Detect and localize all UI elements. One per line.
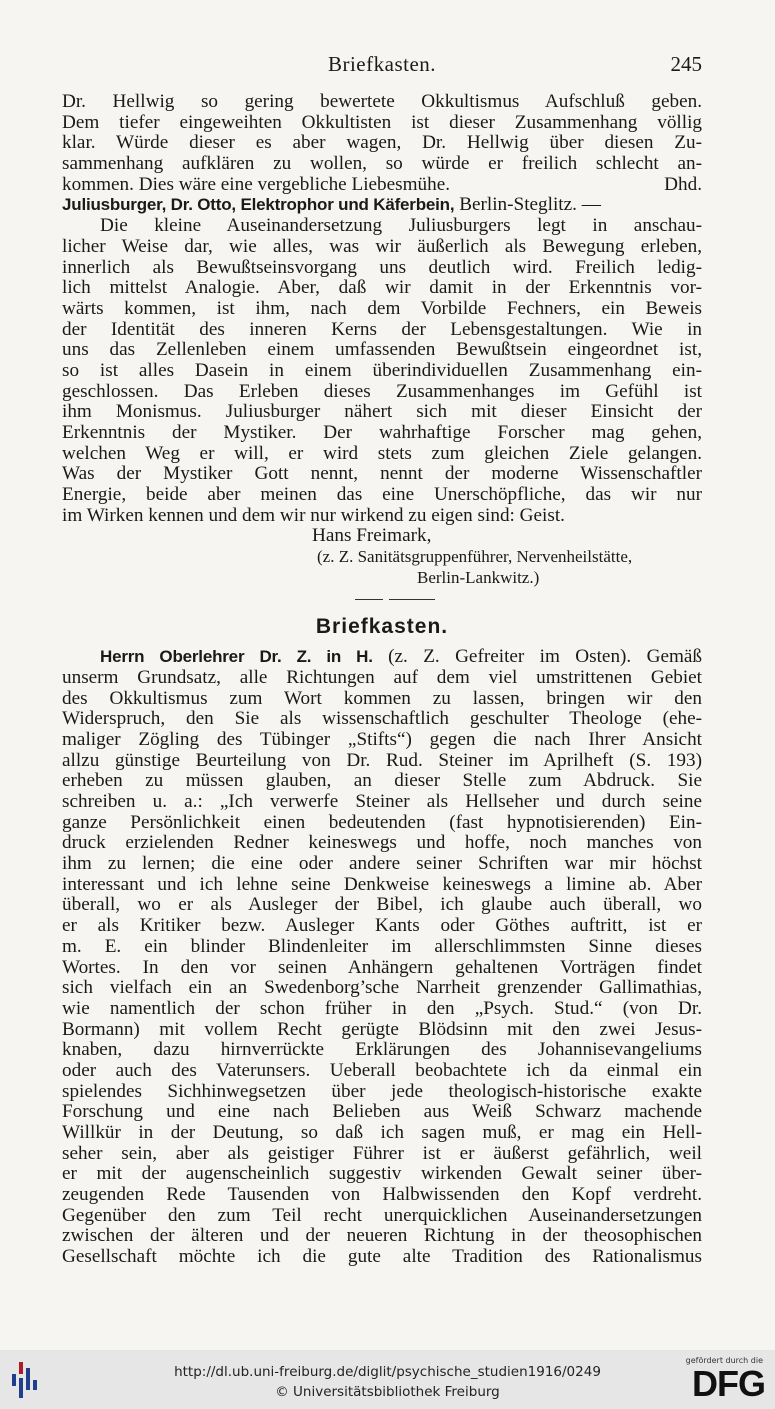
text-line: zwischen der älteren und der neueren Richtung in der theosophischen (62, 1226, 702, 1247)
review-heading-bold: Juliusburger, Dr. Otto, Elektrophor und Käferbein, (62, 195, 455, 215)
paragraph-continuation (62, 92, 702, 175)
text-line: interessant und ich lehne seine Denkweise keineswegs a limine ab. Aber (62, 874, 702, 895)
section-divider (62, 589, 702, 610)
text-line: Dr. Hellwig so gering bewertete Okkultismus Aufschluß geben. (62, 92, 702, 112)
text-line: klar. Würde dieser es aber wagen, Dr. Hellwig über diesen Zu- (62, 133, 702, 154)
text-line (62, 175, 702, 196)
text-line: Erkenntnis der Mystiker. Der wahrhaftige Forscher mag gehen, (62, 423, 702, 443)
text-line: Dem tiefer eingeweihten Okkultisten ist dieser Zusammenhang völlig (62, 112, 702, 133)
text-line: so ist alles Dasein in einem überindividuellen Zusammenhang ein- (62, 360, 702, 381)
text-line: überall, wo er als Ausleger der Bibel, ich glaube auch überall, wo (62, 895, 702, 916)
signature-note-2: Berlin-Lankwitz.) (417, 567, 540, 587)
signature-name: Hans Freimark, (312, 525, 432, 547)
text-line: ganze Persönlichkeit einen bedeutenden (fast hypnotisierenden) Ein- (62, 812, 702, 833)
text-line: wärts kommen, ist ihm, nach dem Vorbilde Fechners, ein Beweis (62, 298, 702, 319)
text-line: er mit der augenscheinlich suggestiv wirkenden Gewalt seiner über- (62, 1164, 702, 1185)
author-sign: Dhd. (664, 174, 702, 195)
text-line: des Okkultismus zum Wort kommen zu lassen, bringen wir den (62, 688, 702, 709)
line-text: kommen. Dies wäre eine vergebliche Liebesmühe. (62, 174, 451, 195)
text-line: m. E. ein blinder Blindenleiter im allerschlimmsten Sinne dieses (62, 936, 702, 957)
text-line: Gegenüber den zum Teil recht unerquicklichen Auseinandersetzungen (62, 1205, 702, 1226)
text-line: Gesellschaft möchte ich die gute alte Tradition des Rationalismus (62, 1247, 702, 1268)
text-line: oder auch des Vaterunsers. Ueberall beobachtete ich da einmal ein (62, 1060, 702, 1081)
footer-bar (0, 1350, 775, 1409)
text-line: innerlich als Bewußtseinsvorgang uns deutlich wird. Freilich ledig- (62, 257, 702, 278)
text-line: Was der Mystiker Gott nennt, nennt der moderne Wissenschaftler (62, 464, 702, 485)
funded-by-text: gefördert durch die (685, 1356, 763, 1365)
dfg-logo: DFG (692, 1363, 765, 1404)
text-line: der Identität des inneren Kerns der Lebensgestaltungen. Wie in (62, 319, 702, 340)
signature-note-1: (z. Z. Sanitätsgruppenführer, Nervenheilstätte, (317, 547, 633, 567)
text-line: Wortes. In den vor seinen Anhängern gehaltenen Vorträgen findet (62, 957, 702, 978)
text-line: ihm Monismus. Juliusburger nähert sich mit dieser Einsicht der (62, 402, 702, 423)
text-line: maliger Zögling des Tübinger „Stifts“) gegen die nach Ihrer Ansicht (62, 729, 702, 750)
text-line: erheben zu müssen glauben, an dieser Stelle zum Abdruck. Sie (62, 771, 702, 792)
section-title: Briefkasten. (315, 615, 449, 639)
text-line: Widerspruch, den Sie als wissenschaftlich geschulter Theologe (ehe- (62, 709, 702, 730)
text-line: uns das Zellenleben einem umfassenden Bewußtsein eingeordnet ist, (62, 340, 702, 361)
text-line: lich mittelst Analogie. Aber, daß wir damit in der Erkenntnis vor- (62, 278, 702, 299)
page-body (62, 92, 702, 1268)
page-number: 245 (670, 52, 702, 76)
text-line: er als Kritiker bezw. Ausleger Kants oder Göthes auftritt, ist er (62, 916, 702, 937)
review-heading-rest: Berlin-Steglitz. — (454, 195, 601, 216)
text-line: sich vielfach ein an Swedenborg’sche Narrheit grenzender Gallimathias, (62, 978, 702, 999)
letter-heading-rest: (z. Z. Gefreiter im Osten). Gemäß (372, 647, 702, 668)
text-line: Die kleine Auseinandersetzung Juliusburgers legt in anschau- (100, 216, 702, 237)
text-line: druck erzielenden Redner keineswegs und hoffe, noch manches von (62, 833, 702, 854)
text-line: knaben, dazu hirnverrückte Erklärungen des Johannisevangeliums (62, 1040, 702, 1061)
text-line: welchen Weg er will, er wird stets zum gleichen Ziele gelangen. (62, 443, 702, 464)
text-line: Bormann) mit vollem Recht gerügte Blödsinn mit den zwei Jesus- (62, 1019, 702, 1040)
text-line: ihm zu lernen; die eine oder andere seiner Schriften war mir höchst (62, 854, 702, 875)
source-url[interactable]: http://dl.ub.uni-freiburg.de/diglit/psychische_studien1916/0249 (174, 1364, 601, 1380)
text-line: allzu günstige Beurteilung von Dr. Rud. Steiner im Aprilheft (S. 193) (62, 750, 702, 771)
text-line: geschlossen. Das Erleben dieses Zusammenhanges im Gefühl ist (62, 381, 702, 402)
text-line: seher sein, aber als geistiger Führer ist er äußerst gefährlich, weil (62, 1143, 702, 1164)
text-line: im Wirken kennen und dem wir nur wirkend zu eigen sind: Geist. (62, 505, 565, 526)
text-line: licher Weise dar, wie alles, was wir äußerlich als Bewegung erleben, (62, 236, 702, 257)
text-line: wie namentlich der schon früher in den „Psych. Stud.“ (von Dr. (62, 998, 702, 1019)
letter-paragraph (62, 668, 702, 1268)
text-line: spielendes Sichhinwegsetzen über jede theologisch-historische exakte (62, 1081, 702, 1102)
running-header (62, 52, 702, 82)
text-line: zeugenden Rede Tausenden von Halbwissenden den Kopf verdreht. (62, 1185, 702, 1206)
letter-heading (62, 647, 702, 668)
running-title: Briefkasten. (327, 52, 437, 76)
review-heading (62, 195, 702, 216)
text-line: unserm Grundsatz, alle Richtungen auf dem viel umstrittenen Gebiet (62, 667, 702, 688)
text-line: Willkür in der Deutung, so daß ich sagen muß, er mag ein Hell- (62, 1123, 702, 1143)
text-line: sammenhang aufklären zu wollen, so würde er freilich schlecht an- (62, 154, 702, 175)
text-line: schreiben u. a.: „Ich verwerfe Steiner als Hellseher und durch seine (62, 792, 702, 812)
text-line: Forschung und eine nach Belieben aus Weiß Schwarz machende (62, 1102, 702, 1123)
review-paragraph (62, 216, 702, 526)
copyright-notice: © Universitätsbibliothek Freiburg (275, 1384, 500, 1400)
letter-heading-bold: Herrn Oberlehrer Dr. Z. in H. (100, 647, 373, 667)
text-line: Energie, beide aber meinen das eine Unerschöpfliche, das wir nur (62, 485, 702, 506)
